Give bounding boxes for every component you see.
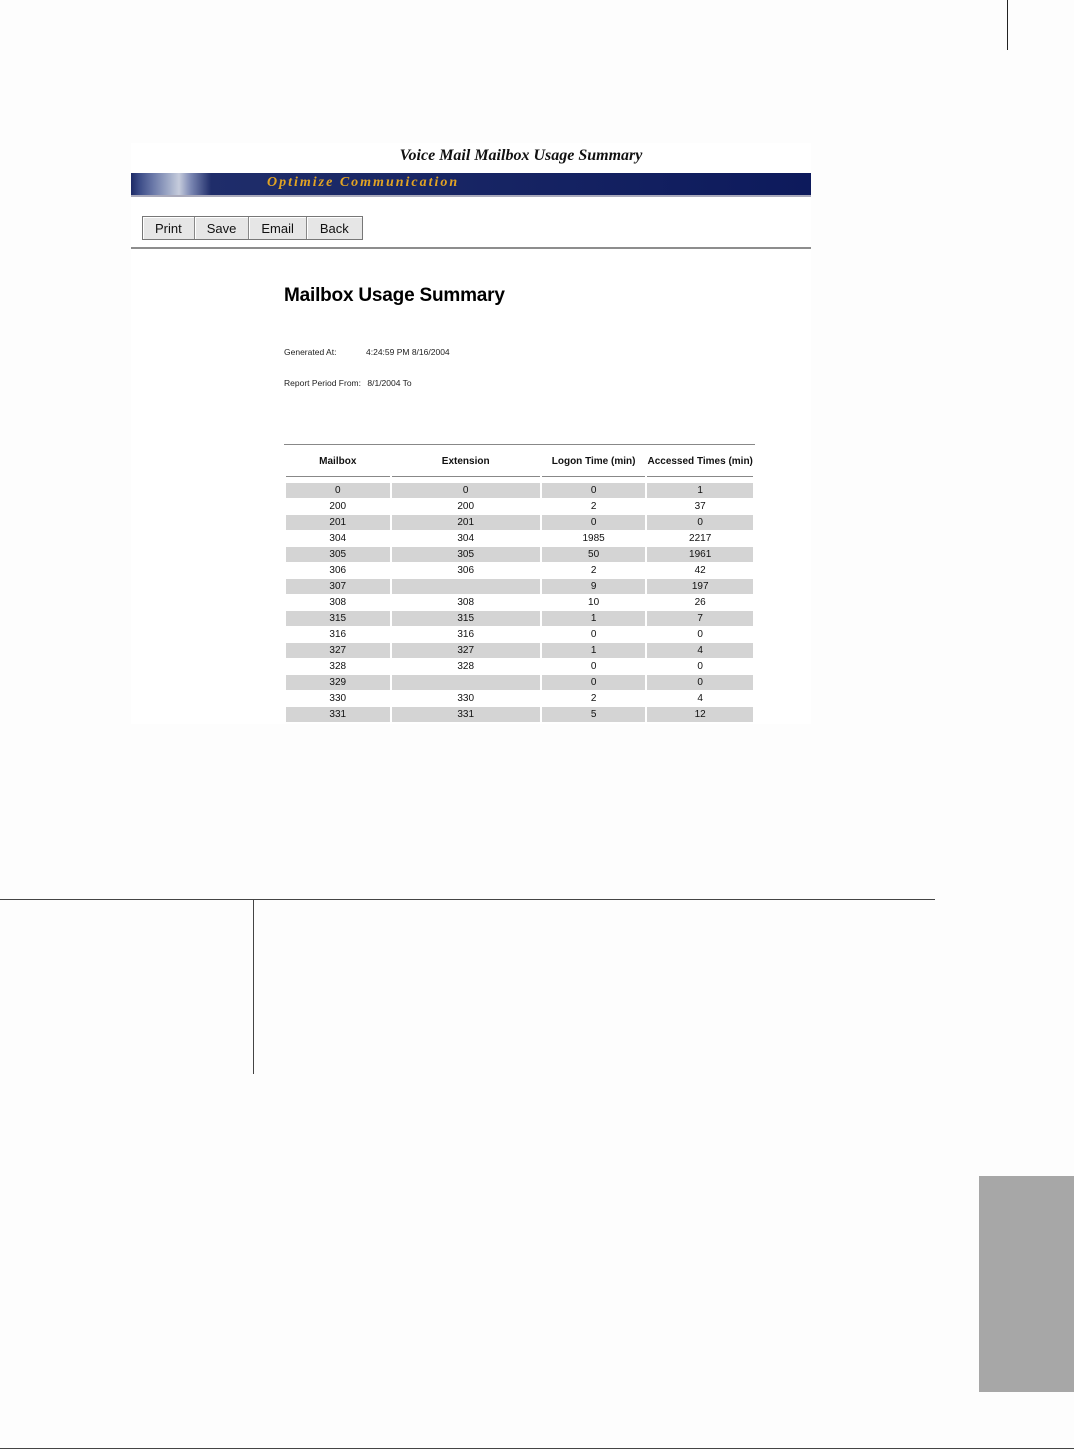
extension-cell: 200	[457, 501, 475, 512]
table-row	[286, 547, 753, 562]
table-row	[286, 483, 753, 498]
accessed-times-cell: 197	[647, 579, 753, 594]
table-row	[286, 643, 753, 658]
report-period-label: Report Period From:	[284, 378, 361, 388]
banner-tagline: Optimize Communication	[267, 175, 460, 190]
corner-rule	[1007, 0, 1008, 50]
extension-cell: 328	[457, 661, 475, 672]
logon-time-cell: 0	[542, 515, 646, 530]
logon-time-cell: 5	[542, 707, 646, 722]
mailbox-cell: 304	[329, 533, 347, 544]
table-row	[286, 499, 753, 514]
extension-cell: 304	[457, 533, 475, 544]
mailbox-cell: 328	[329, 661, 347, 672]
extension-cell: 308	[457, 597, 475, 608]
logon-time-cell: 10	[588, 597, 600, 608]
table-row	[286, 531, 753, 546]
logon-time-cell: 0	[542, 675, 646, 690]
column-header-logon-time: Logon Time (min)	[542, 446, 646, 477]
section-divider	[253, 900, 254, 1074]
report-period-line	[284, 378, 412, 388]
mailbox-cell: 200	[329, 501, 347, 512]
table-row	[286, 691, 753, 706]
mailbox-cell: 327	[286, 643, 390, 658]
extension-cell: 316	[457, 629, 475, 640]
logon-time-cell: 0	[542, 483, 646, 498]
report-screenshot	[131, 143, 811, 724]
extension-cell: 0	[392, 483, 540, 498]
table-row	[286, 659, 753, 674]
mailbox-cell: 315	[286, 611, 390, 626]
accessed-times-cell: 42	[694, 565, 706, 576]
email-button[interactable]: Email	[249, 217, 307, 239]
extension-cell	[392, 675, 540, 690]
back-button[interactable]: Back	[307, 217, 362, 239]
report-window-title: Voice Mail Mailbox Usage Summary	[399, 147, 643, 164]
chapter-side-tab	[979, 1176, 1074, 1392]
mailbox-cell: 308	[329, 597, 347, 608]
generated-at-value: 4:24:59 PM 8/16/2004	[366, 347, 450, 357]
table-row	[286, 627, 753, 642]
logon-time-cell: 2	[590, 693, 597, 704]
accessed-times-cell: 0	[697, 661, 703, 672]
table-row	[286, 595, 753, 610]
mailbox-cell: 0	[286, 483, 390, 498]
table-body	[286, 478, 753, 722]
mailbox-cell: 331	[286, 707, 390, 722]
accessed-times-cell: 1	[647, 483, 753, 498]
logon-time-cell: 0	[590, 661, 597, 672]
accessed-times-cell: 7	[647, 611, 753, 626]
column-header-extension: Extension	[392, 446, 540, 477]
accessed-times-cell: 1961	[647, 547, 753, 562]
mailbox-cell: 305	[286, 547, 390, 562]
accessed-times-cell: 4	[697, 693, 703, 704]
brand-banner	[131, 173, 811, 197]
save-button[interactable]: Save	[195, 217, 250, 239]
footer-rule	[0, 1448, 1074, 1449]
accessed-times-cell: 0	[647, 515, 753, 530]
logon-time-cell: 50	[542, 547, 646, 562]
table-row	[286, 579, 753, 594]
mailbox-cell: 316	[329, 629, 347, 640]
accessed-times-cell: 12	[647, 707, 753, 722]
toolbar-divider	[131, 247, 811, 249]
accessed-times-cell: 0	[647, 675, 753, 690]
accessed-times-cell: 4	[647, 643, 753, 658]
extension-cell: 315	[392, 611, 540, 626]
accessed-times-cell: 26	[694, 597, 706, 608]
generated-at-label: Generated At:	[284, 347, 337, 357]
mailbox-cell: 306	[329, 565, 347, 576]
extension-cell: 305	[392, 547, 540, 562]
report-heading: Mailbox Usage Summary	[284, 285, 505, 306]
table-row	[286, 515, 753, 530]
column-header-mailbox: Mailbox	[286, 446, 390, 477]
print-button[interactable]: Print	[143, 217, 195, 239]
extension-cell: 330	[457, 693, 475, 704]
usage-table	[284, 444, 755, 723]
logon-time-cell: 1	[542, 611, 646, 626]
logon-time-cell: 1	[542, 643, 646, 658]
logon-time-cell: 1985	[582, 533, 605, 544]
logon-time-cell: 0	[590, 629, 597, 640]
table-row	[286, 611, 753, 626]
mailbox-cell: 329	[286, 675, 390, 690]
extension-cell: 331	[392, 707, 540, 722]
report-period-value: 8/1/2004 To	[367, 378, 412, 388]
accessed-times-cell: 0	[697, 629, 703, 640]
mailbox-cell: 307	[286, 579, 390, 594]
report-toolbar	[142, 216, 363, 240]
column-header-accessed-times: Accessed Times (min)	[647, 446, 753, 477]
extension-cell	[392, 579, 540, 594]
generated-at-line	[284, 347, 450, 357]
extension-cell: 201	[392, 515, 540, 530]
extension-cell: 306	[457, 565, 475, 576]
logon-time-cell: 9	[542, 579, 646, 594]
logon-time-cell: 2	[590, 501, 597, 512]
accessed-times-cell: 2217	[689, 533, 712, 544]
accessed-times-cell: 37	[694, 501, 706, 512]
extension-cell: 327	[392, 643, 540, 658]
logon-time-cell: 2	[590, 565, 597, 576]
mailbox-cell: 330	[329, 693, 347, 704]
table-row	[286, 707, 753, 722]
mailbox-cell: 201	[286, 515, 390, 530]
table-row	[286, 675, 753, 690]
section-rule	[0, 899, 935, 900]
table-row	[286, 563, 753, 578]
